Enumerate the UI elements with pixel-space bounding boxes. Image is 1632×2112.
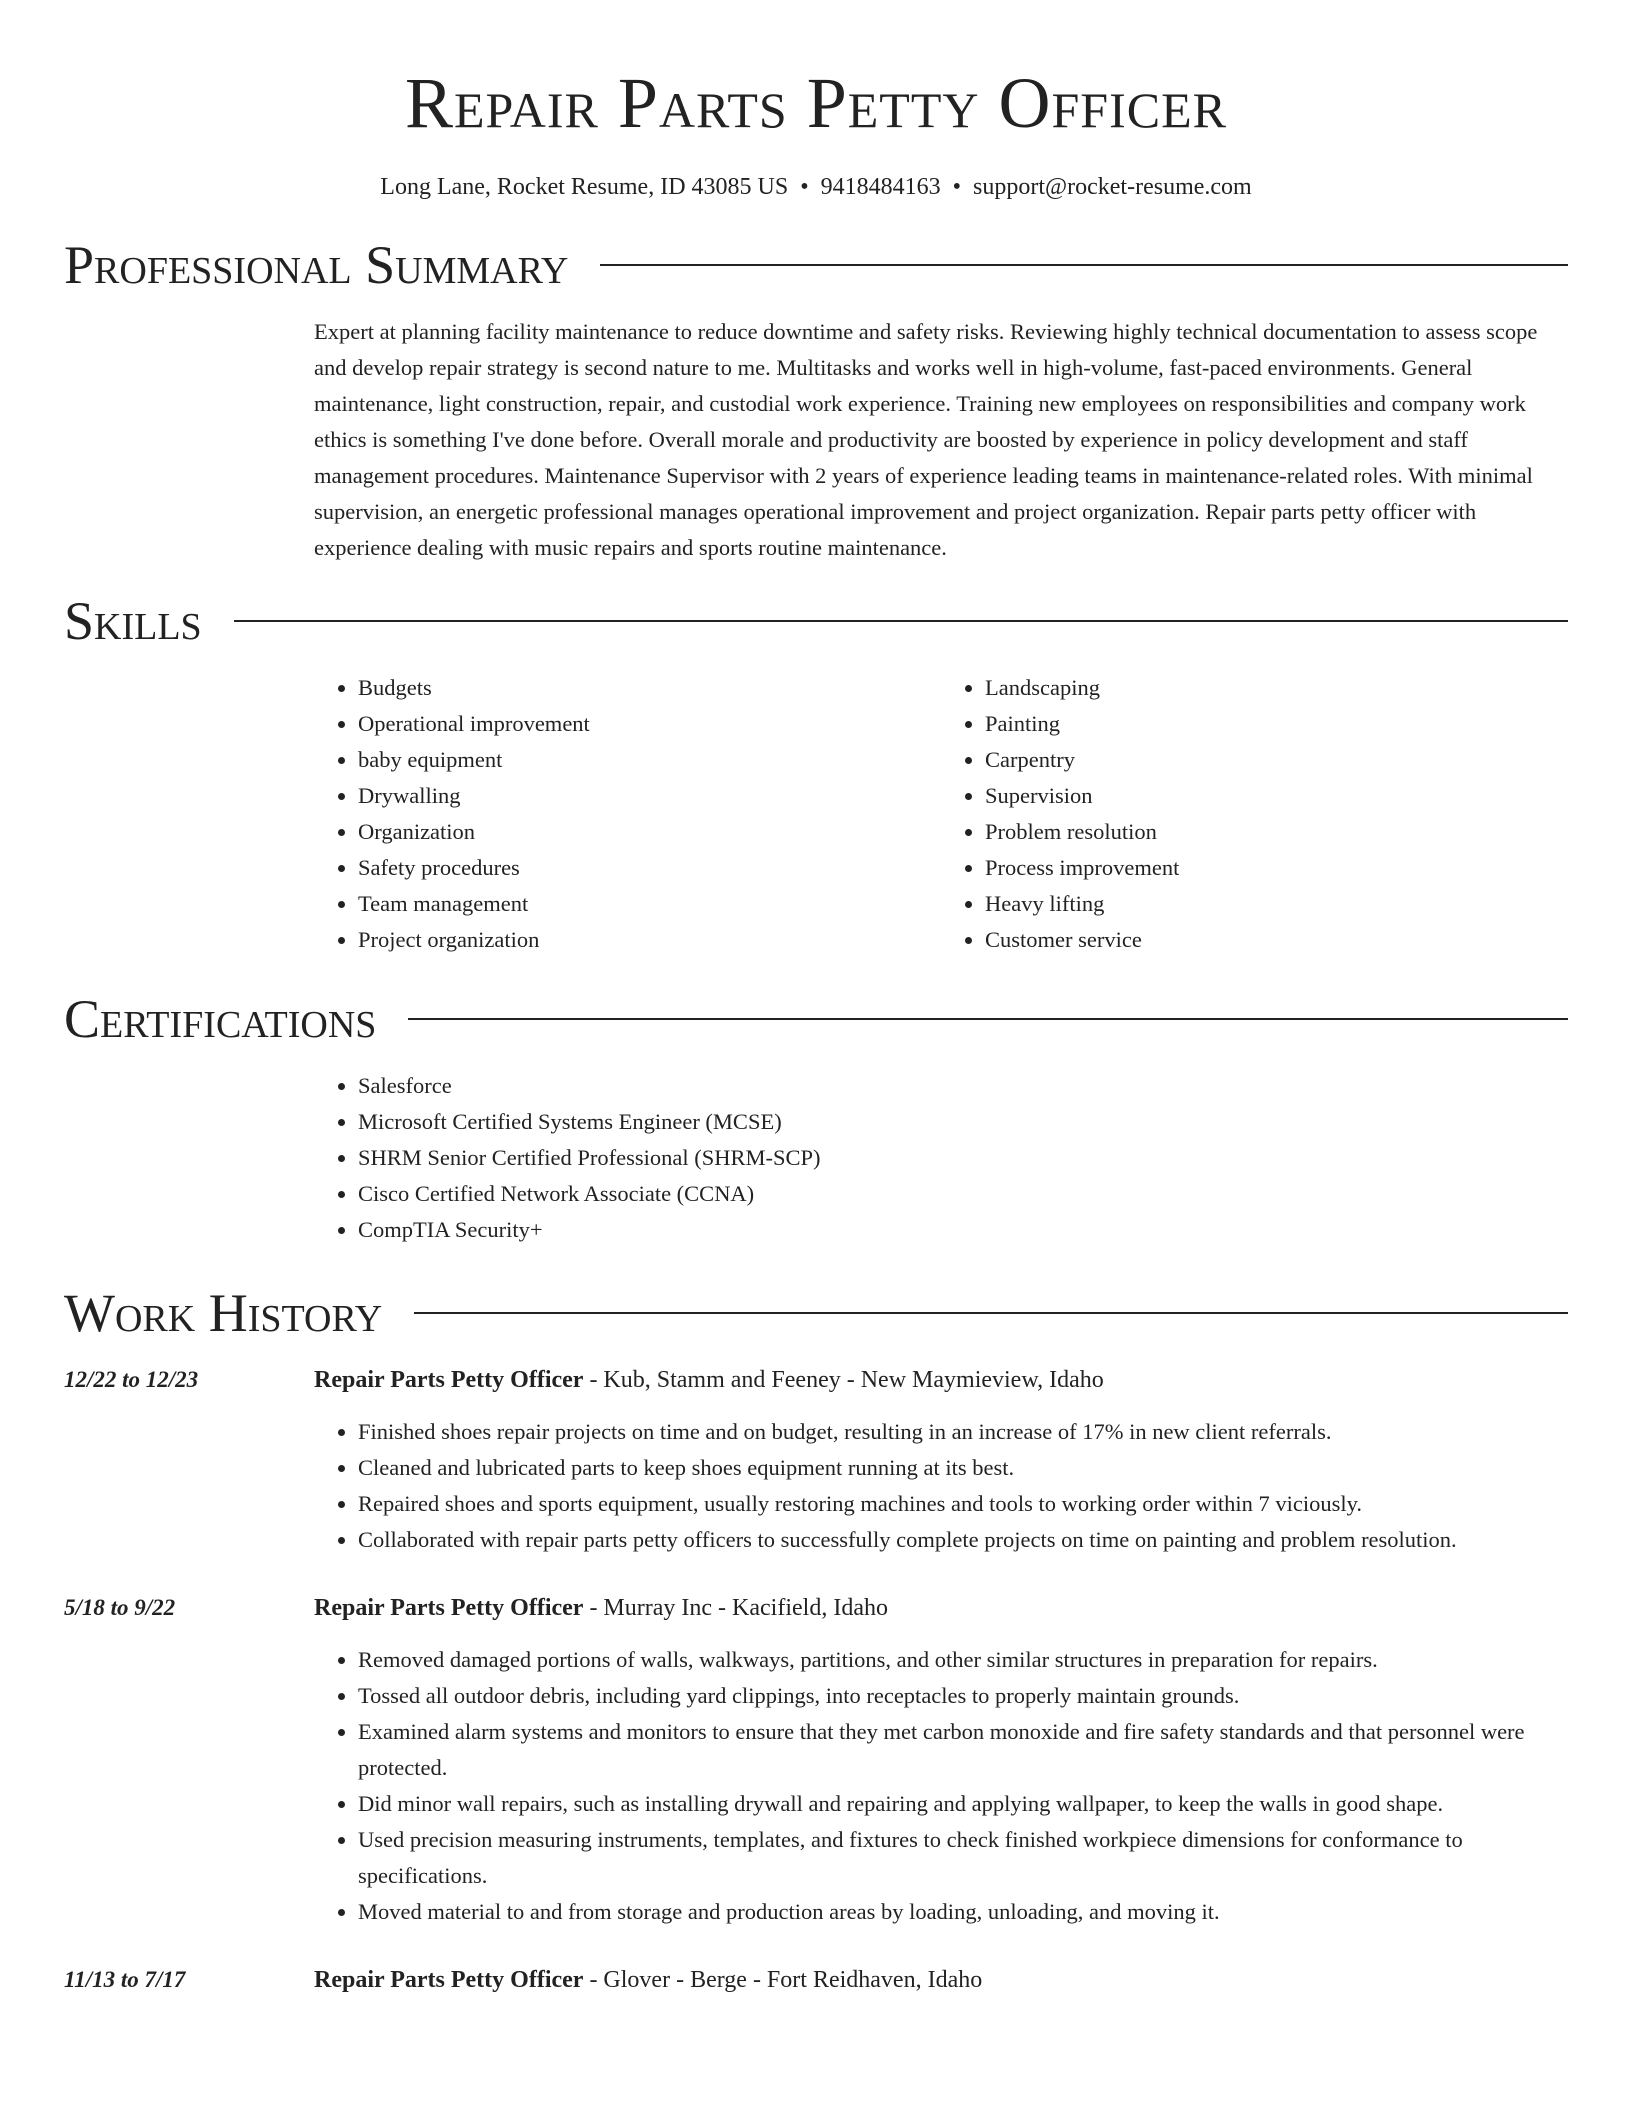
job-bullet: • Collaborated with repair parts petty officers to successfully complete projects on time on painting and problem resolution. — [358, 1522, 1568, 1558]
job-bullet: • Used precision measuring instruments, templates, and fixtures to check finished workpiece dimensions for conformance to specifications. — [358, 1822, 1568, 1894]
skill-item: • Budgets — [358, 670, 941, 706]
skill-item: • Supervision — [985, 778, 1568, 814]
job-title: Repair Parts Petty Officer — [314, 1595, 584, 1621]
certifications-list — [314, 1068, 1568, 1248]
summary-text: Expert at planning facility maintenance to reduce downtime and safety risks. Reviewing highly technical documentation to assess scope and develop repair strategy is second nature to me. Multitasks and works well in high-volume, fast-paced environments. General maintenance, light construction, repair, and custodial work experience. Training new employees on responsibilities and company work ethics is something I've done before. Overall morale and productivity are boosted by experience in policy development and staff management procedures. Maintenance Supervisor with 2 years of experience leading teams in maintenance-related roles. With minimal supervision, an energetic professional manages operational improvement and project organization. Repair parts petty officer with experience dealing with music repairs and sports routine maintenance. — [314, 319, 1538, 560]
certification-item: • Cisco Certified Network Associate (CCNA) — [358, 1176, 1568, 1212]
job-entry — [64, 1362, 1568, 1558]
job-heading — [314, 1590, 1568, 1626]
skill-item: • Project organization — [358, 922, 941, 958]
skill-item: • Customer service — [985, 922, 1568, 958]
skills-header — [64, 586, 1568, 656]
skill-item: • Safety procedures — [358, 850, 941, 886]
skill-item: • Operational improvement — [358, 706, 941, 742]
job-dates: 12/22 to 12/23 — [64, 1367, 199, 1392]
job-bullet: • Did minor wall repairs, such as installing drywall and repairing and applying wallpaper, to keep the walls in good shape. — [358, 1786, 1568, 1822]
job-bullet: • Cleaned and lubricated parts to keep shoes equipment running at its best. — [358, 1450, 1568, 1486]
skill-item: • Landscaping — [985, 670, 1568, 706]
skills-title: Skills — [64, 591, 202, 651]
skill-item: • Process improvement — [985, 850, 1568, 886]
contact-email: support@rocket-resume.com — [973, 174, 1252, 200]
summary-header — [64, 230, 1568, 300]
section-divider — [234, 620, 1568, 622]
contact-address: Long Lane, Rocket Resume, ID 43085 US — [380, 174, 789, 200]
certification-item: • Salesforce — [358, 1068, 1568, 1104]
job-entry — [64, 1962, 1568, 1998]
job-bullet: • Tossed all outdoor debris, including yard clippings, into receptacles to properly maintain grounds. — [358, 1678, 1568, 1714]
skill-item: • Carpentry — [985, 742, 1568, 778]
job-entry — [64, 1590, 1568, 1930]
certification-item: • Microsoft Certified Systems Engineer (MCSE) — [358, 1104, 1568, 1140]
contact-phone: 9418484163 — [820, 174, 941, 200]
job-heading — [314, 1362, 1568, 1398]
job-heading — [314, 1962, 1568, 1998]
certifications-section — [64, 984, 1568, 1248]
work-history-section — [64, 1278, 1568, 1998]
job-bullets — [314, 1642, 1568, 1930]
skill-item: • Drywalling — [358, 778, 941, 814]
work-history-title: Work History — [64, 1283, 383, 1343]
summary-title: Professional Summary — [64, 235, 569, 295]
resume-name: Repair Parts Petty Officer — [404, 63, 1228, 143]
job-title: Repair Parts Petty Officer — [314, 1967, 584, 1993]
skill-item: • Team management — [358, 886, 941, 922]
certifications-title: Certifications — [64, 989, 377, 1049]
job-bullet: • Examined alarm systems and monitors to ensure that they met carbon monoxide and fire safety standards and that personnel were protected. — [358, 1714, 1568, 1786]
skills-section — [64, 586, 1568, 958]
job-details: - Murray Inc - Kacifield, Idaho — [583, 1595, 888, 1621]
job-bullet: • Moved material to and from storage and production areas by loading, unloading, and moving it. — [358, 1894, 1568, 1930]
job-bullet: • Repaired shoes and sports equipment, usually restoring machines and tools to working order within 7 viciously. — [358, 1486, 1568, 1522]
skill-item: • Problem resolution — [985, 814, 1568, 850]
skill-item: • baby equipment — [358, 742, 941, 778]
certifications-header — [64, 984, 1568, 1054]
contact-line — [64, 170, 1568, 204]
work-history-header — [64, 1278, 1568, 1348]
skill-item: • Heavy lifting — [985, 886, 1568, 922]
job-title: Repair Parts Petty Officer — [314, 1367, 584, 1393]
skills-list-left — [314, 670, 941, 958]
skills-list-right — [941, 670, 1568, 958]
summary-section — [64, 230, 1568, 566]
job-details: - Glover - Berge - Fort Reidhaven, Idaho — [583, 1967, 983, 1993]
contact-separator: • — [952, 174, 962, 200]
job-dates: 11/13 to 7/17 — [64, 1967, 186, 1992]
skill-item: • Painting — [985, 706, 1568, 742]
section-divider — [600, 264, 1568, 266]
certification-item: • SHRM Senior Certified Professional (SHRM-SCP) — [358, 1140, 1568, 1176]
job-details: - Kub, Stamm and Feeney - New Maymieview, Idaho — [583, 1367, 1104, 1393]
skills-columns — [314, 670, 1568, 958]
job-bullet: • Removed damaged portions of walls, walkways, partitions, and other similar structures in preparation for repairs. — [358, 1642, 1568, 1678]
job-dates: 5/18 to 9/22 — [64, 1595, 176, 1620]
section-divider — [414, 1312, 1568, 1314]
job-bullets — [314, 1414, 1568, 1558]
section-divider — [408, 1018, 1568, 1020]
job-bullet: • Finished shoes repair projects on time and on budget, resulting in an increase of 17% in new client referrals. — [358, 1414, 1568, 1450]
skill-item: • Organization — [358, 814, 941, 850]
certification-item: • CompTIA Security+ — [358, 1212, 1568, 1248]
contact-separator: • — [800, 174, 809, 200]
